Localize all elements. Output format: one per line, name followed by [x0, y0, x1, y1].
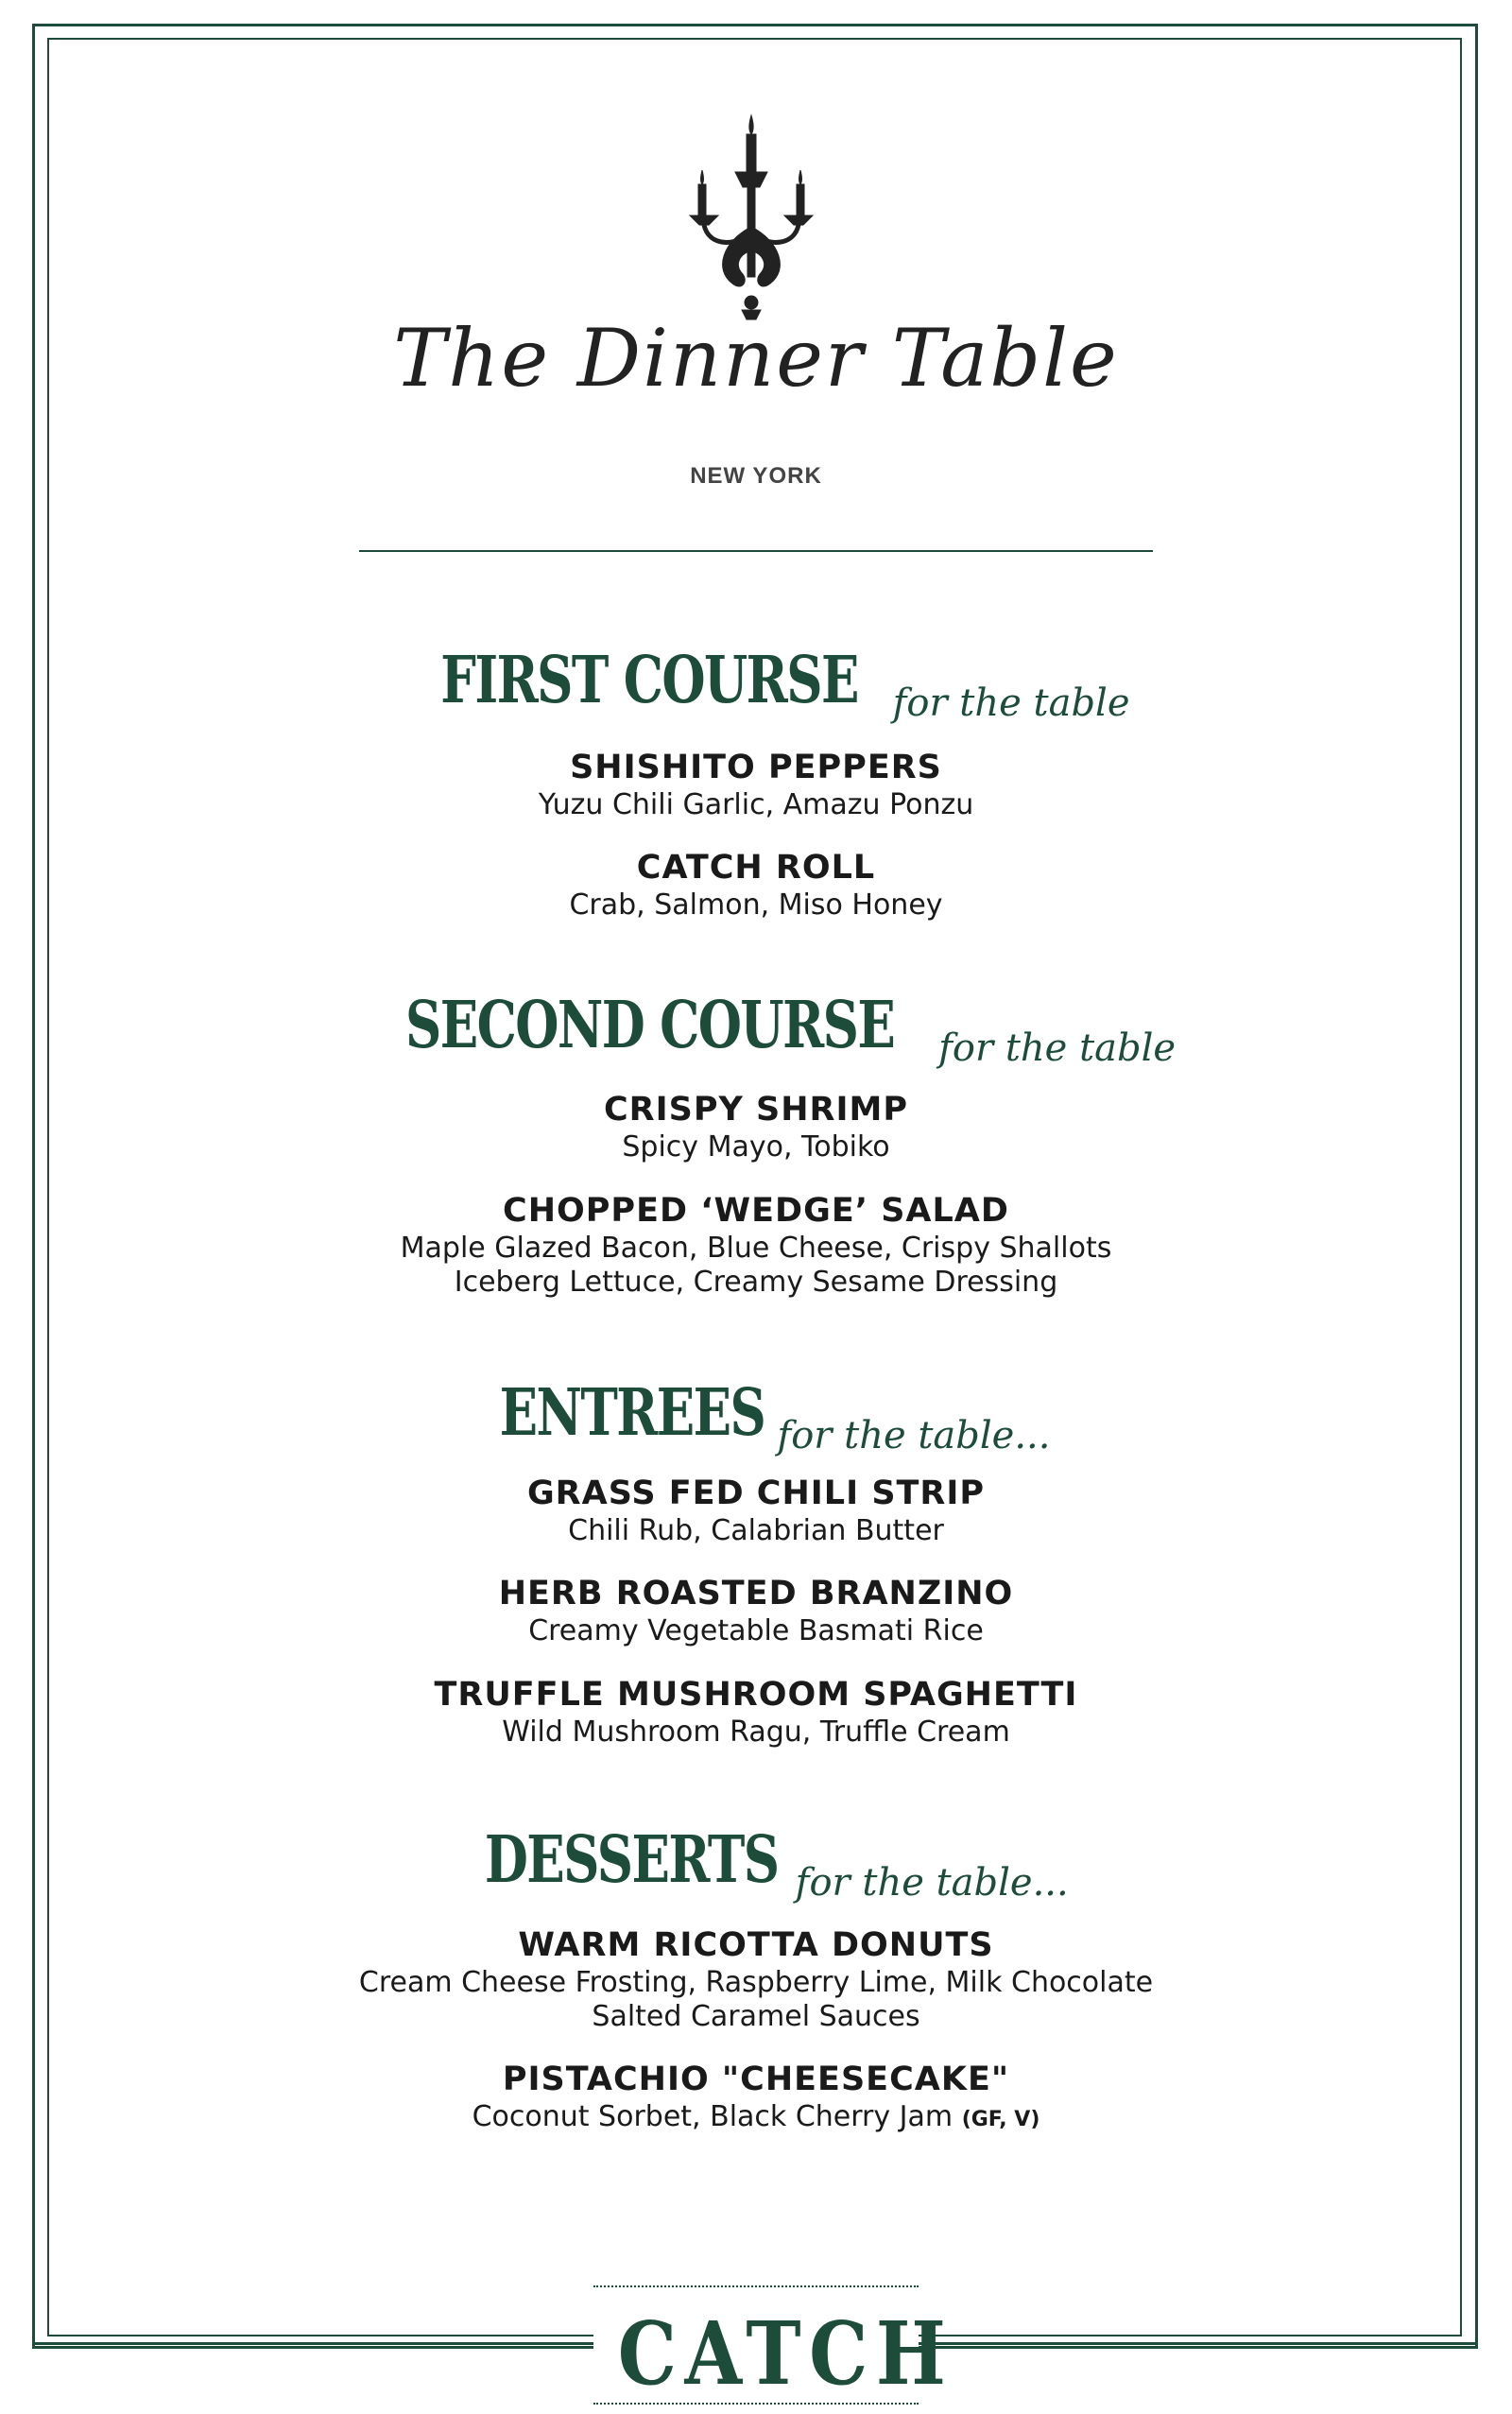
- section-subtitle: for the table...: [795, 1861, 1069, 1905]
- menu-item-description: Chili Rub, Calabrian Butter: [568, 1514, 944, 1547]
- chandelier-icon: [680, 113, 822, 321]
- menu-item-description: Creamy Vegetable Basmati Rice: [528, 1614, 984, 1647]
- menu-item-description: Cream Cheese Frosting, Raspberry Lime, Milk Chocolate: [358, 1966, 1154, 1999]
- menu-item-name: HERB ROASTED BRANZINO: [498, 1575, 1014, 1612]
- section-heading-desserts: [0, 1822, 1512, 1905]
- restaurant-name: The Dinner Table: [393, 312, 1119, 405]
- restaurant-city: NEW YORK: [690, 463, 822, 489]
- menu-item-description: Salted Caramel Sauces: [592, 2000, 920, 2033]
- section-heading-first-course: [0, 643, 1512, 725]
- menu-item-name: CATCH ROLL: [636, 849, 876, 887]
- menu-item-name: TRUFFLE MUSHROOM SPAGHETTI: [434, 1676, 1078, 1714]
- footer-line-left: [32, 2342, 593, 2345]
- section-heading-second-course: [0, 988, 1512, 1070]
- menu-item-name: SHISHITO PEPPERS: [570, 749, 942, 786]
- menu-item-name: CHOPPED ‘WEDGE’ SALAD: [503, 1192, 1009, 1230]
- section-subtitle: for the table: [892, 681, 1130, 725]
- section-title: FIRST COURSE: [440, 643, 859, 718]
- menu-item-description: Maple Glazed Bacon, Blue Cheese, Crispy Shallots: [400, 1232, 1112, 1265]
- item-description-text: Coconut Sorbet, Black Cherry Jam: [472, 2100, 954, 2133]
- menu-item-name: CRISPY SHRIMP: [603, 1091, 908, 1129]
- section-subtitle: for the table...: [777, 1414, 1051, 1457]
- menu-item-name: GRASS FED CHILI STRIP: [526, 1474, 986, 1512]
- menu-item-description: Yuzu Chili Garlic, Amazu Ponzu: [538, 788, 974, 821]
- section-subtitle: for the table: [938, 1026, 1177, 1070]
- menu-item-description: Iceberg Lettuce, Creamy Sesame Dressing: [454, 1266, 1058, 1299]
- header-divider: [359, 550, 1153, 552]
- section-title: SECOND COURSE: [404, 988, 895, 1063]
- section-heading-entrees: [0, 1375, 1512, 1457]
- dietary-badge: (GF, V): [961, 2108, 1040, 2131]
- menu-item-description: Wild Mushroom Ragu, Truffle Cream: [502, 1716, 1010, 1749]
- footer-line-right: [919, 2342, 1478, 2345]
- menu-item-description: Crab, Salmon, Miso Honey: [569, 888, 943, 922]
- menu-item-description: [0, 2100, 1512, 2137]
- menu-item-description: Spicy Mayo, Tobiko: [622, 1130, 890, 1164]
- section-title: ENTREES: [499, 1375, 765, 1451]
- section-title: DESSERTS: [485, 1822, 779, 1898]
- menu-item-name: WARM RICOTTA DONUTS: [518, 1926, 994, 1964]
- menu-item-name: PISTACHIO "CHEESECAKE": [502, 2061, 1010, 2098]
- catch-logo: CATCH: [617, 2302, 954, 2405]
- footer-logo-box: [593, 2285, 954, 2405]
